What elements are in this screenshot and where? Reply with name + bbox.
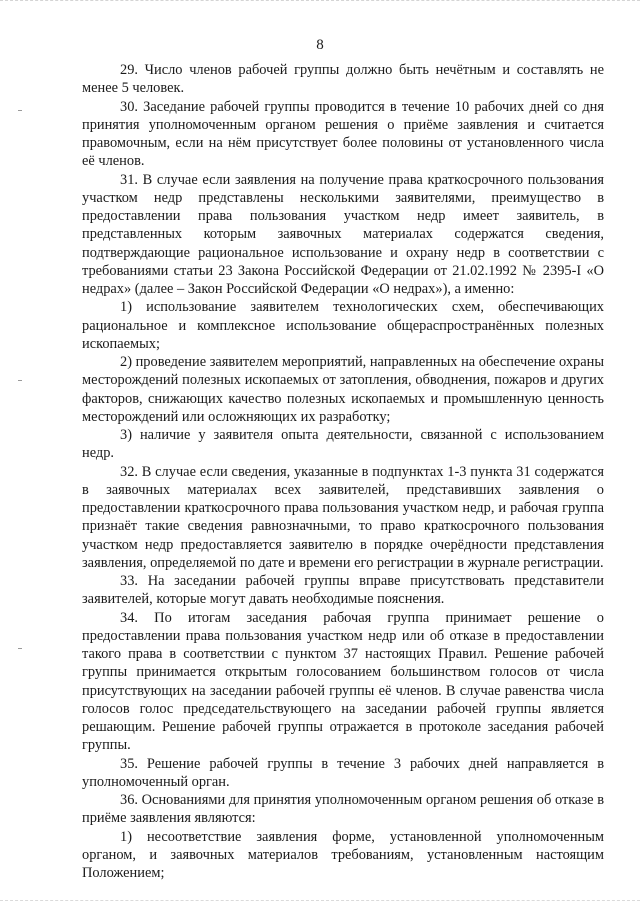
margin-mark <box>18 648 22 649</box>
scan-edge-bottom <box>0 898 640 901</box>
paragraph-29: 29. Число членов рабочей группы должно быть нечётным и составлять не менее 5 человек. <box>82 62 604 97</box>
paragraph-31-item-1: 1) использование заявителем технологических схем, обеспечивающих рациональное и комплексное использование общераспространённых полезных ископаемых; <box>82 299 604 352</box>
paragraph-30: 30. Заседание рабочей группы проводится в течение 10 рабочих дней со дня принятия уполномоченным органом решения о приёме заявления и считается правомочным, если на нём присутствует более половины от установленного числа её членов. <box>82 98 604 170</box>
paragraph-33: 33. На заседании рабочей группы вправе присутствовать представители заявителей, которые могут давать необходимые пояснения. <box>82 573 604 608</box>
margin-mark <box>18 110 22 111</box>
paragraph-31-item-3: 3) наличие у заявителя опыта деятельности, связанной с использованием недр. <box>82 427 604 462</box>
paragraph-31-item-2: 2) проведение заявителем мероприятий, направленных на обеспечение охраны месторождений полезных ископаемых от затопления, обводнения, пожаров и других факторов, снижающих качество полезных ископаемых и промышленную ценность месторождений или осложняющих их разработку; <box>82 354 604 425</box>
paragraph-31: 31. В случае если заявления на получение права краткосрочного пользования участком недр представлены несколькими заявителями, преимущество в предоставлении права пользования участком недр имеет заявитель, в представленных которым заявочных материалах содержатся сведения, подтверждающие рациональное использование и охрану недр в соответствии с требованиями статьи 23 Закона Российской Федерации от 21.02.1992 № 2395-I «О недрах» (далее – Закон Российской Федерации «О недрах»), а именно: <box>82 171 604 297</box>
scan-edge-top <box>0 0 640 4</box>
page-number: 8 <box>316 37 324 53</box>
document-body <box>82 61 604 882</box>
paragraph-32: 32. В случае если сведения, указанные в подпунктах 1-3 пункта 31 содержатся в заявочных материалах всех заявителей, представивших заявления о предоставлении краткосрочного права пользования участком недр, и рабочая группа признаёт такие сведения равнозначными, то право краткосрочного пользования участком недр предоставляется заявителю в порядке очерёдности представления заявления, определяемой по дате и времени его регистрации в журнале регистрации. <box>82 463 604 571</box>
paragraph-36-item-1: 1) несоответствие заявления форме, установленной уполномоченным органом, и заявочных материалов требованиям, установленным настоящим Положением; <box>82 828 604 881</box>
margin-mark <box>18 380 22 381</box>
paragraph-35: 35. Решение рабочей группы в течение 3 рабочих дней направляется в уполномоченный орган. <box>82 755 604 790</box>
paragraph-36: 36. Основаниями для принятия уполномоченным органом решения об отказе в приёме заявления являются: <box>82 792 604 827</box>
paragraph-34: 34. По итогам заседания рабочая группа принимает решение о предоставлении права пользования участком недр или об отказе в предоставлении такого права в соответствии с пунктом 37 настоящих Правил. Решение рабочей группы принимается открытым голосованием большинством голосов от числа присутствующих на заседании рабочей группы её членов. В случае равенства числа голосов голос председательствующего на заседании рабочей группы является решающим. Решение рабочей группы отражается в протоколе заседания рабочей группы. <box>82 609 604 754</box>
